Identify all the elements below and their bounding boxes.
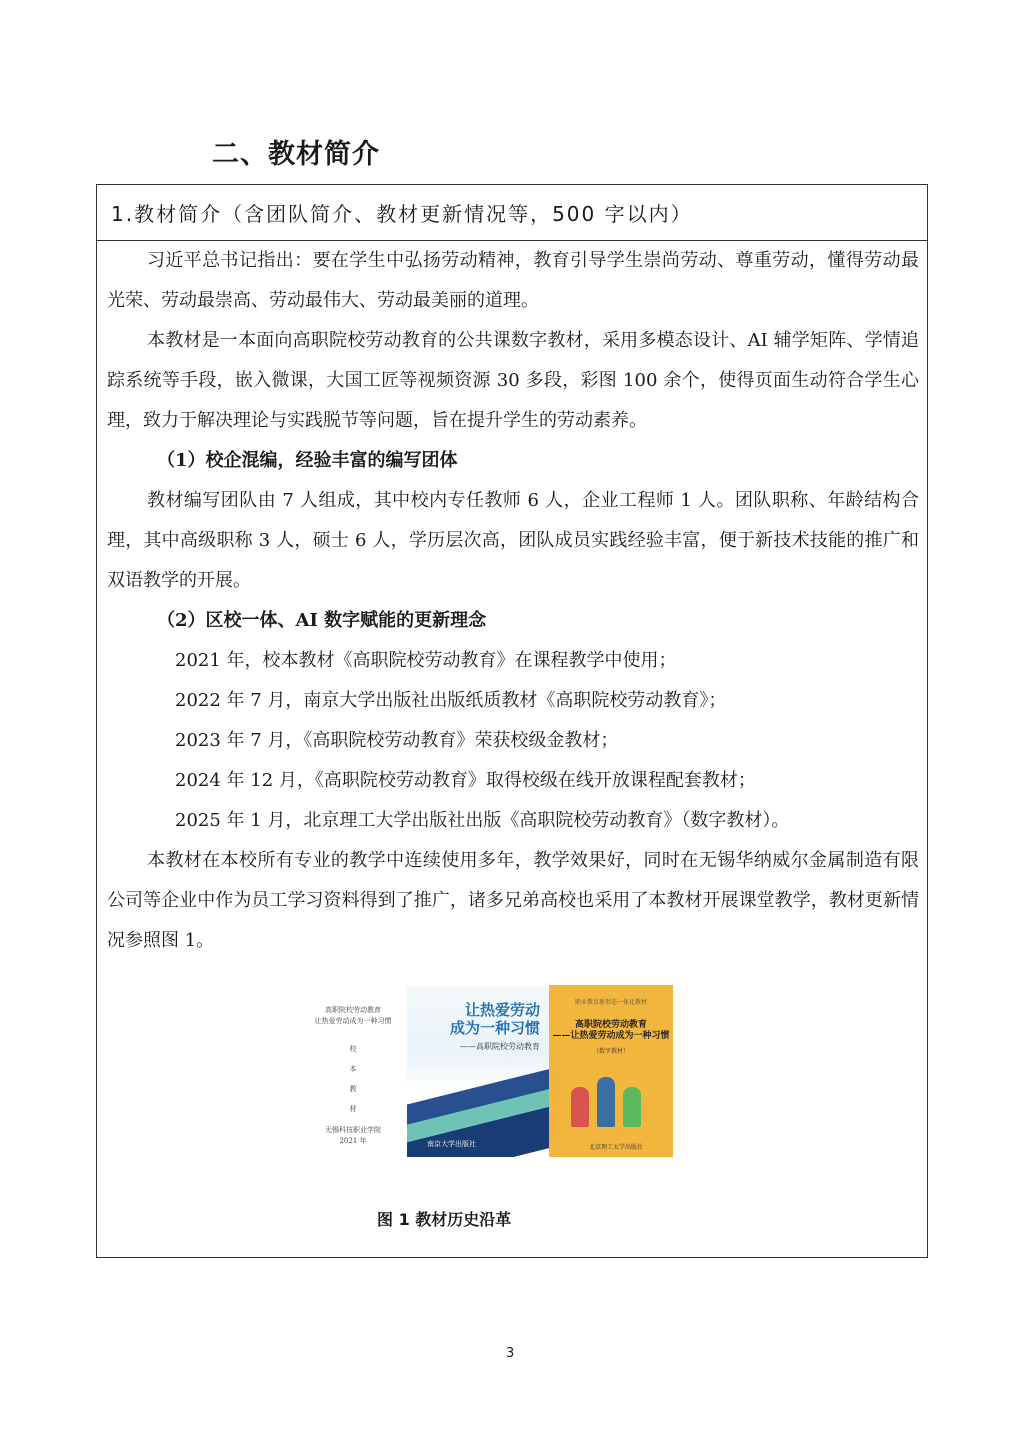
- cover1-vertical-text: [289, 1039, 417, 1119]
- cover2-title: [450, 1001, 540, 1037]
- worker-figure-icon: [571, 1087, 589, 1127]
- worker-figure-icon: [597, 1077, 615, 1127]
- cover3-title-line: 高职院校劳动教育: [574, 1020, 647, 1030]
- worker-figure-icon: [623, 1087, 641, 1127]
- cover1-school: 无锡科技职业学院: [325, 1126, 381, 1134]
- paragraph-overview: 本教材是一本面向高职院校劳动教育的公共课数字教材，采用多模态设计、AI 辅学矩阵、学情追踪系统等手段，嵌入微课，大国工匠等视频资源 30 多段，彩图 100 余个，使得页面生动符合学生心理，致力于解决理论与实践脱节等问题，旨在提升学生的劳动素养。: [107, 330, 919, 431]
- subhead-update: （2）区校一体、AI 数字赋能的更新理念: [157, 610, 487, 631]
- section-title: 二、教材简介: [212, 139, 380, 170]
- cover3-edition: （数字教材）: [592, 1048, 629, 1055]
- cover3-publisher: 北京理工大学出版社: [589, 1144, 644, 1151]
- cover-school-edition: [289, 985, 417, 1155]
- paragraph-quote: 习近平总书记指出：要在学生中弘扬劳动精神，教育引导学生崇尚劳动、尊重劳动，懂得劳动最光荣、劳动最崇高、劳动最伟大、劳动最美丽的道理。: [107, 250, 919, 311]
- subhead-team: （1）校企混编，经验丰富的编写团体: [157, 450, 458, 471]
- paragraph-team: 教材编写团队由 7 人组成，其中校内专任教师 6 人，企业工程师 1 人。团队职称、年龄结构合理，其中高级职称 3 人，硕士 6 人，学历层次高，团队成员实践经验丰富，便于新技术技能的推广和双语教学的开展。: [107, 490, 919, 591]
- cover1-subtitle: 让热爱劳动成为一种习惯: [314, 1017, 392, 1025]
- table-heading: 1.教材简介（含团队简介、教材更新情况等，500 字以内）: [97, 185, 927, 241]
- timeline-item: 2021 年，校本教材《高职院校劳动教育》在课程教学中使用；: [175, 650, 677, 671]
- cover1-char: 本: [349, 1065, 357, 1073]
- page-number: 3: [506, 1346, 515, 1361]
- timeline-item: 2022 年 7 月，南京大学出版社出版纸质教材《高职院校劳动教育》；: [175, 690, 727, 711]
- cover3-title-line: ——让热爱劳动成为一种习惯: [552, 1031, 670, 1041]
- cover1-title: 高职院校劳动教育: [325, 1006, 381, 1014]
- intro-body: [107, 241, 919, 961]
- cover2-publisher: 南京大学出版社: [427, 1140, 476, 1148]
- timeline-item: 2025 年 1 月，北京理工大学出版社出版《高职院校劳动教育》（数字教材）。: [175, 810, 790, 831]
- cover-nju-edition: [407, 987, 552, 1157]
- cover-bit-digital-edition: [549, 985, 673, 1157]
- timeline-item: 2024 年 12 月，《高职院校劳动教育》取得校级在线开放课程配套教材；: [175, 770, 756, 791]
- intro-table: [96, 184, 928, 1258]
- cover1-char: 校: [349, 1045, 357, 1053]
- cover3-title: [549, 1020, 673, 1042]
- cover2-subtitle: ——高职院校劳动教育: [460, 1042, 540, 1051]
- figure-caption: 图 1 教材历史沿革: [377, 1210, 512, 1229]
- paragraph-closing: 本教材在本校所有专业的教学中连续使用多年，教学效果好，同时在无锡华纳威尔金属制造有限公司等企业中作为员工学习资料得到了推广，诸多兄弟高校也采用了本教材开展课堂教学，教材更新情况参照图 1。: [107, 850, 919, 951]
- cover2-title-line: 成为一种习惯: [449, 1019, 540, 1037]
- cover1-char: 教: [349, 1085, 357, 1093]
- timeline-item: 2023 年 7 月，《高职院校劳动教育》荣获校级金教材；: [175, 730, 619, 751]
- cover2-title-line: 让热爱劳动: [464, 1001, 540, 1019]
- figure-textbook-history: [97, 985, 927, 1245]
- cover1-year: 2021 年: [339, 1137, 367, 1145]
- cover1-char: 材: [349, 1105, 357, 1113]
- cover3-series: 职业教育新形态一体化教材: [574, 999, 647, 1006]
